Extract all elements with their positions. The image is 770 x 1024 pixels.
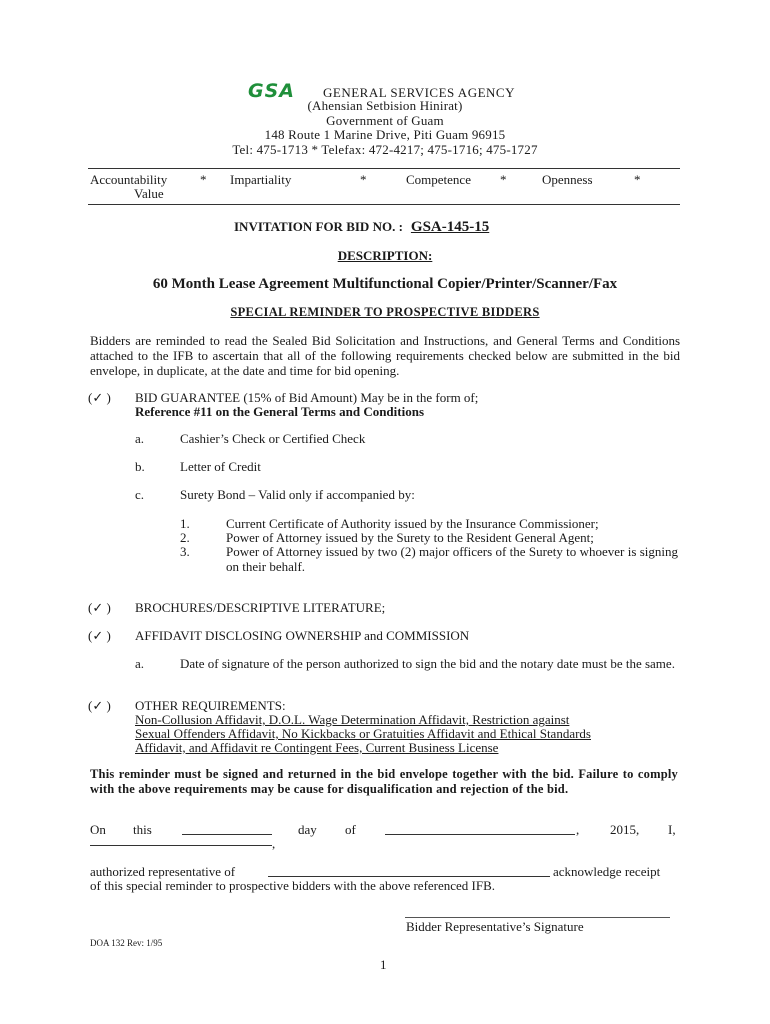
acknowledge-text: of this special reminder to prospective bidders with the above referenced IFB. <box>90 878 496 893</box>
surety-num: 2. <box>180 530 190 545</box>
invitation-label: INVITATION FOR BID NO. : <box>234 219 403 234</box>
affidavit-a-text: Date of signature of the person authorized to sign the bid and the notary date must be the same. <box>180 656 675 671</box>
affidavit-checkbox[interactable]: (✓ ) <box>88 628 111 643</box>
signature-label: Bidder Representative’s Signature <box>406 919 584 934</box>
value-separator: * <box>500 172 507 187</box>
value-competence: Competence <box>406 172 471 187</box>
value-separator: * <box>360 172 367 187</box>
option-letter: c. <box>135 487 145 502</box>
surety-text: Current Certificate of Authority issued by the Insurance Commissioner; <box>226 516 599 531</box>
surety-num: 3. <box>180 544 190 559</box>
other-checkbox[interactable]: (✓ ) <box>88 698 111 713</box>
value-accountability: Accountability <box>90 172 168 187</box>
address-line: 148 Route 1 Marine Drive, Piti Guam 96915 <box>264 127 506 142</box>
value-separator: * <box>634 172 641 187</box>
page-number: 1 <box>380 957 387 972</box>
bid-number: GSA-145-15 <box>410 219 490 235</box>
day-label: day <box>298 822 317 837</box>
other-title: OTHER REQUIREMENTS: <box>135 698 286 713</box>
this-label: this <box>133 822 152 837</box>
comma: , <box>272 836 276 851</box>
option-text: Letter of Credit <box>180 459 261 474</box>
value-label: Value <box>134 186 164 201</box>
bid-number-line <box>234 218 489 236</box>
option-text: Cashier’s Check or Certified Check <box>180 431 366 446</box>
option-letter: a. <box>135 431 145 446</box>
phone-line: Tel: 475-1713 * Telefax: 472-4217; 475-1716; 475-1727 <box>232 142 538 157</box>
surety-text: Power of Attorney issued by two (2) major officers of the Surety to whoever is signing on their behalf. <box>226 544 678 574</box>
bid-title: 60 Month Lease Agreement Multifunctional Copier/Printer/Scanner/Fax <box>152 276 618 292</box>
name-field[interactable] <box>90 834 272 846</box>
gsa-logo: GSA <box>248 80 295 102</box>
guarantee-title: BID GUARANTEE (15% of Bid Amount) May be in the form of; <box>135 390 479 405</box>
brochures-label: BROCHURES/DESCRIPTIVE LITERATURE; <box>135 600 386 615</box>
authorized-label: authorized representative of <box>90 864 236 879</box>
affidavit-label: AFFIDAVIT DISCLOSING OWNERSHIP and COMMISSION <box>135 628 470 643</box>
surety-text: Power of Attorney issued by the Surety to the Resident General Agent; <box>226 530 594 545</box>
reminder-heading: SPECIAL REMINDER TO PROSPECTIVE BIDDERS <box>230 305 540 319</box>
brochures-checkbox[interactable]: (✓ ) <box>88 600 111 615</box>
agency-subtitle: (Ahensian Setbision Hinirat) <box>307 98 463 113</box>
value-impartiality: Impartiality <box>230 172 292 187</box>
of-label: of <box>345 822 356 837</box>
affidavit-a-letter: a. <box>135 656 145 671</box>
signature-line[interactable] <box>405 917 670 918</box>
i-label: I, <box>668 822 676 837</box>
option-letter: b. <box>135 459 145 474</box>
agency-name: GENERAL SERVICES AGENCY <box>322 85 515 100</box>
acknowledge-label: acknowledge receipt <box>553 864 661 879</box>
guarantee-reference: Reference #11 on the General Terms and Conditions <box>135 404 425 419</box>
government-line: Government of Guam <box>326 113 444 128</box>
warning-paragraph: This reminder must be signed and returned in the bid envelope together with the bid. Failure to comply with the above requirements may be cause for disqualification and rejection of the bid. <box>90 767 678 796</box>
intro-paragraph: Bidders are reminded to read the Sealed Bid Solicitation and Instructions, and General Terms and Conditions attached to the IFB to ascertain that all of the following requirements checked below are submitted in the bid envelope, in duplicate, at the date and time for bid opening. <box>90 333 680 378</box>
top-divider <box>88 168 680 169</box>
values-divider <box>88 204 680 205</box>
description-label: DESCRIPTION: <box>337 248 433 263</box>
option-text: Surety Bond – Valid only if accompanied by: <box>180 487 415 502</box>
value-separator: * <box>200 172 207 187</box>
other-line: Non-Collusion Affidavit, D.O.L. Wage Determination Affidavit, Restriction against <box>135 712 570 727</box>
other-line: Sexual Offenders Affidavit, No Kickbacks or Gratuities Affidavit and Ethical Standards <box>135 726 591 741</box>
guarantee-checkbox[interactable]: (✓ ) <box>88 390 111 405</box>
surety-num: 1. <box>180 516 190 531</box>
month-field[interactable] <box>385 823 575 835</box>
company-field[interactable] <box>268 865 550 877</box>
value-openness: Openness <box>542 172 593 187</box>
form-code: DOA 132 Rev: 1/95 <box>90 938 163 948</box>
on-label: On <box>90 822 106 837</box>
year-label: 2015, <box>610 822 640 837</box>
comma: , <box>576 822 580 837</box>
other-line: Affidavit, and Affidavit re Contingent Fees, Current Business License <box>135 740 499 755</box>
